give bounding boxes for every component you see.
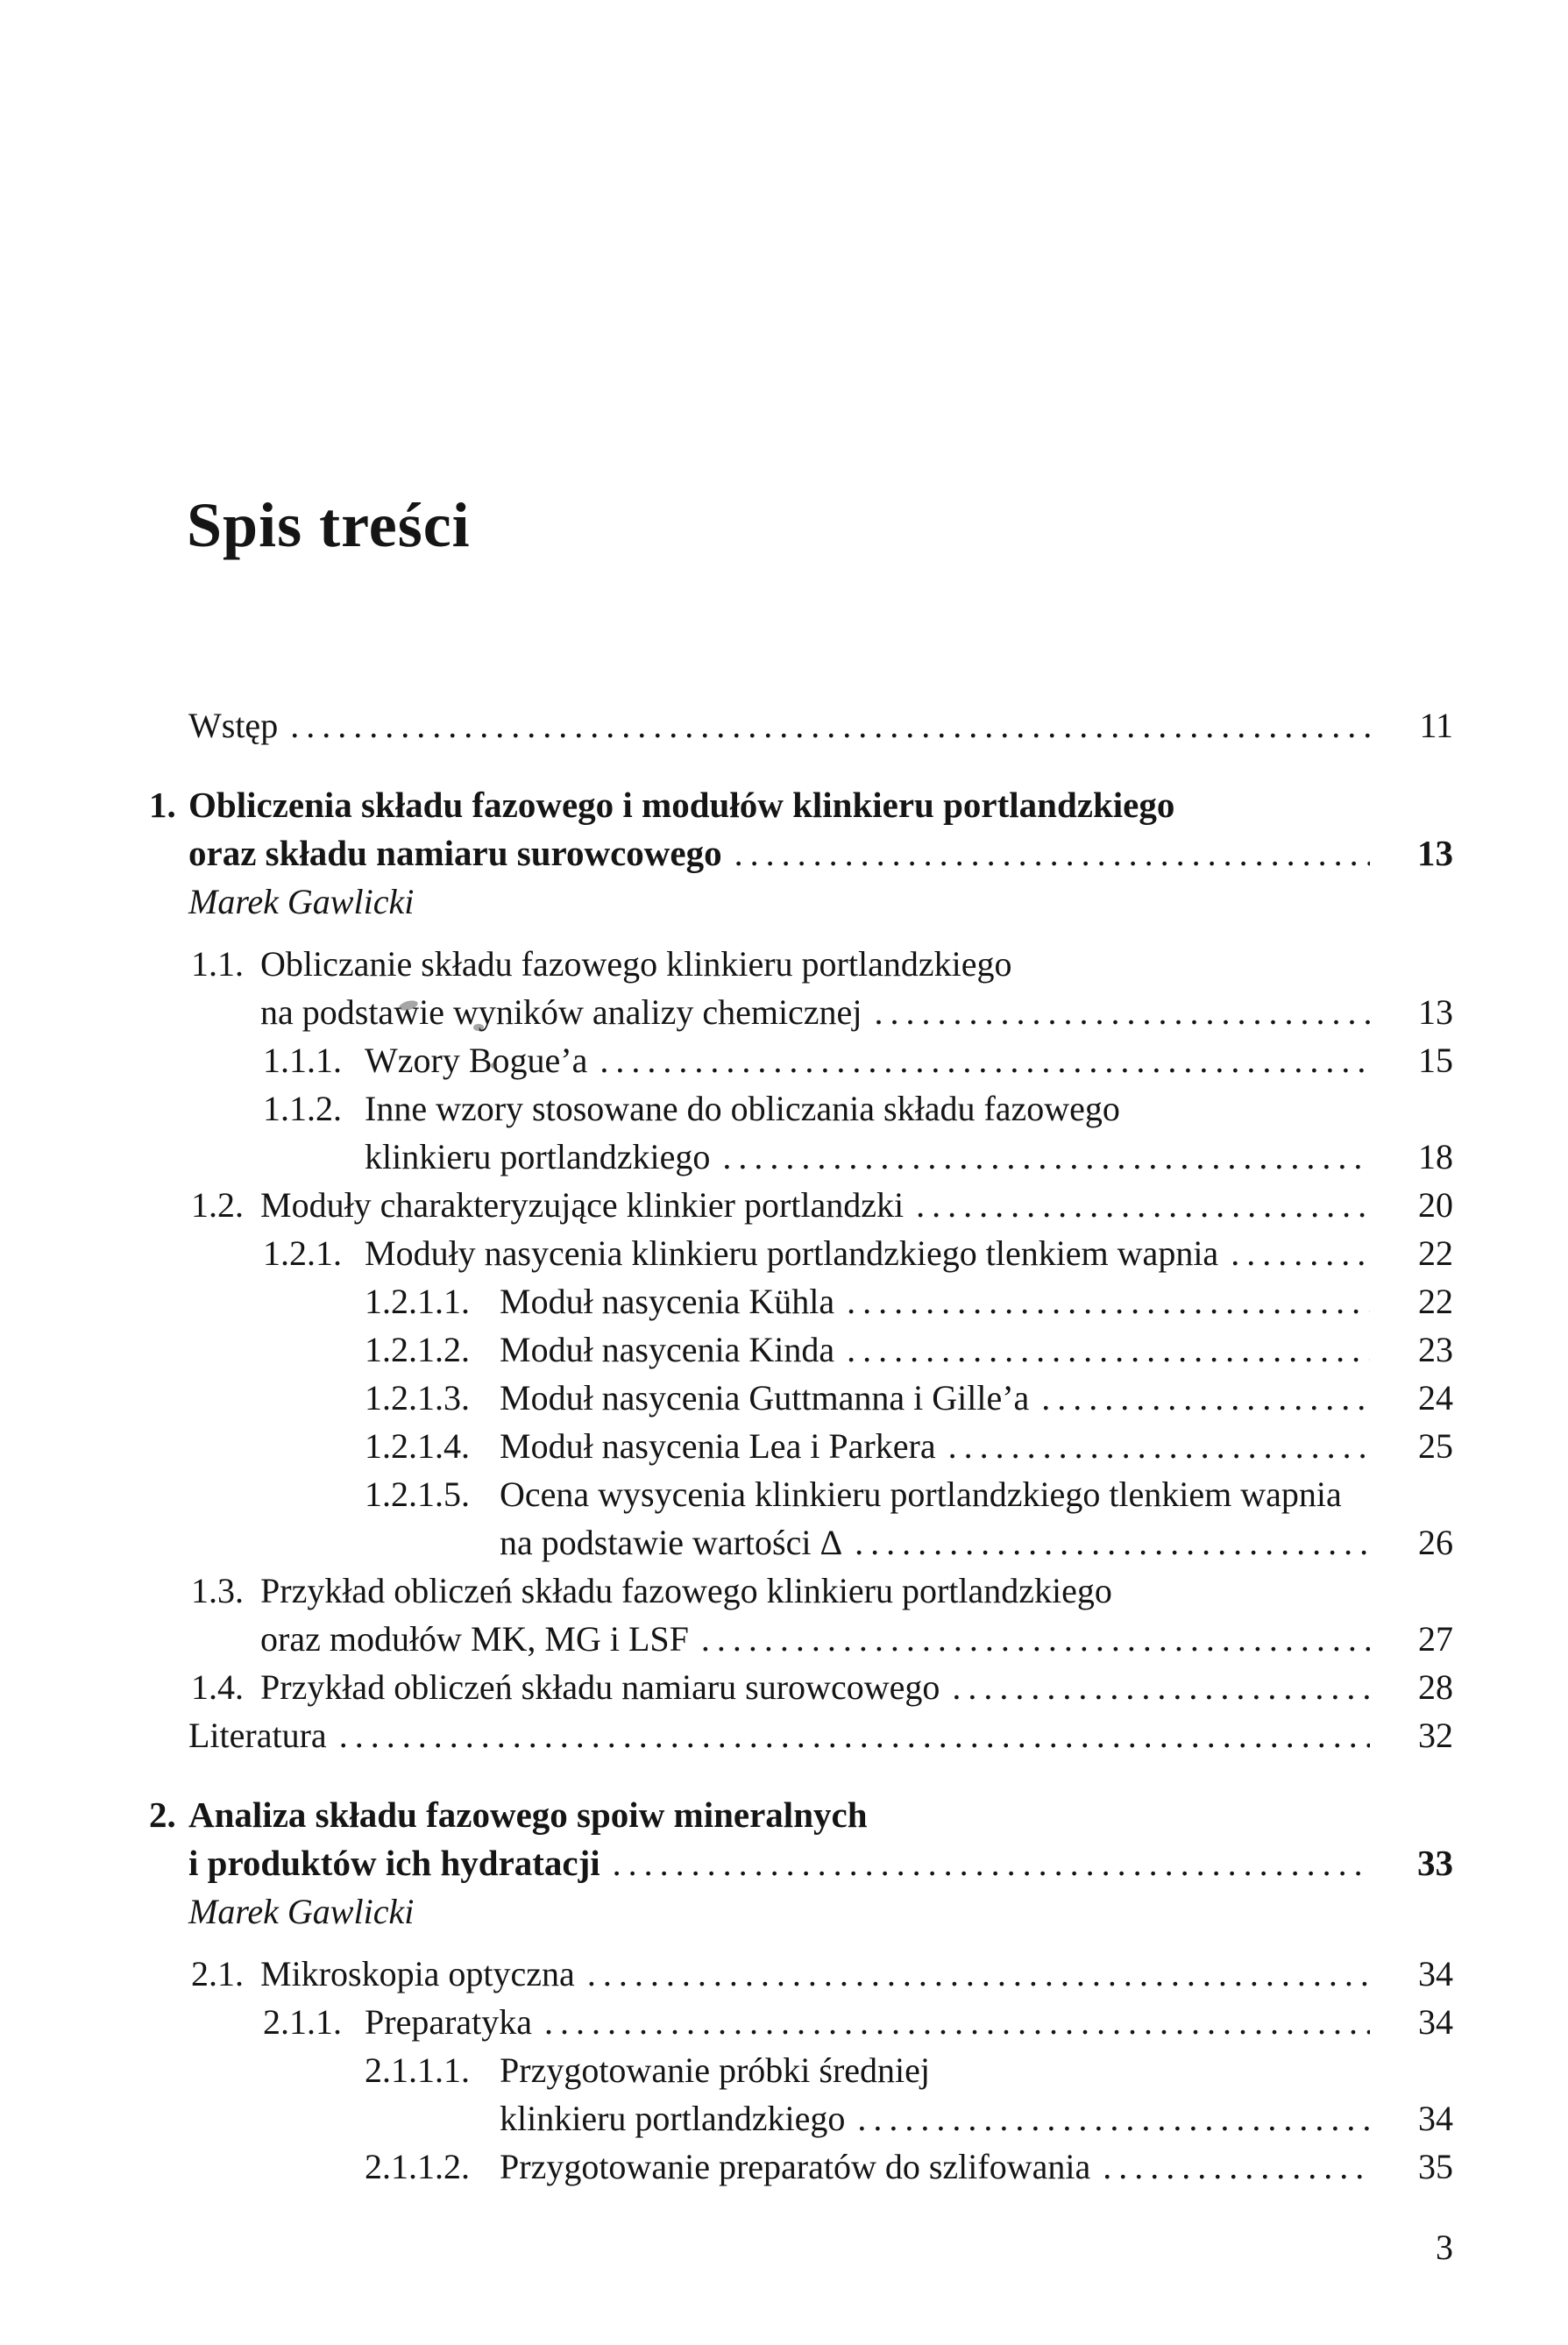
toc-entry-title: Marek Gawlicki (188, 882, 415, 921)
dot-leader (855, 1518, 1370, 1567)
toc-entry-title: na podstawie wartości Δ (500, 1523, 843, 1562)
dot-leader (874, 988, 1370, 1036)
toc-row (0, 2094, 1453, 2142)
toc-row (0, 1277, 1453, 1325)
toc-row (0, 1036, 1453, 1084)
toc-entry-title: klinkieru portlandzkiego (500, 2099, 846, 2138)
toc-entry-number: 1. (149, 785, 176, 825)
toc-entry-page: 23 (1418, 1330, 1453, 1369)
toc-row (0, 1133, 1453, 1181)
toc-entry-number: 1.3. (191, 1571, 244, 1610)
toc-entry-page: 32 (1418, 1716, 1453, 1755)
toc-row (0, 1325, 1453, 1374)
toc-entry-page: 22 (1418, 1233, 1453, 1273)
toc-entry-number: 1.1.2. (263, 1089, 342, 1128)
toc-row (0, 1950, 1453, 1998)
toc-row (0, 878, 1453, 926)
toc-row (0, 1518, 1453, 1567)
toc-entry-title: Inne wzory stosowane do obliczania składu fazowego (365, 1089, 1120, 1128)
toc-entry-page: 26 (1418, 1523, 1453, 1562)
toc-entry-title: Przykład obliczeń składu fazowego klinkieru portlandzkiego (260, 1571, 1112, 1610)
toc-row (0, 988, 1453, 1036)
toc-entry-number: 2.1. (191, 1954, 244, 1993)
dot-leader (339, 1711, 1370, 1759)
dot-leader (587, 1950, 1370, 1998)
toc-entry-number: 2.1.1.1. (365, 2050, 470, 2090)
toc-entry-title: Mikroskopia optyczna (260, 1954, 575, 1993)
toc-entry-page: 22 (1418, 1282, 1453, 1321)
toc-entry-number: 1.4. (191, 1667, 244, 1707)
toc-entry-title: oraz modułów MK, MG i LSF (260, 1619, 689, 1659)
toc-row (0, 1711, 1453, 1759)
toc-row (0, 1887, 1453, 1936)
toc-entry-number: 1.2.1.2. (365, 1330, 470, 1369)
toc-row (0, 1470, 1453, 1518)
dot-leader (722, 1133, 1370, 1181)
toc-entry-number: 1.2.1. (263, 1233, 342, 1273)
dot-leader (613, 1839, 1370, 1887)
toc-entry-number: 1.1.1. (263, 1041, 342, 1080)
dot-leader (734, 829, 1370, 878)
page-number: 3 (1436, 2228, 1453, 2267)
toc-entry-title: Literatura (188, 1716, 327, 1755)
toc-row (0, 940, 1453, 988)
toc-row (0, 1615, 1453, 1663)
toc-entry-page: 13 (1418, 992, 1453, 1032)
toc-entry-page: 15 (1418, 1041, 1453, 1080)
dot-leader (290, 701, 1370, 750)
toc-entry-title: Przygotowanie próbki średniej (500, 2050, 930, 2090)
toc-row (0, 2046, 1453, 2094)
toc-entry-number: 2.1.1. (263, 2002, 342, 2042)
page-title: Spis treści (187, 490, 471, 561)
toc-row (0, 1181, 1453, 1229)
toc-row (0, 1374, 1453, 1422)
toc-entry-page: 25 (1418, 1426, 1453, 1466)
toc-entry-page: 33 (1417, 1843, 1453, 1883)
toc-entry-number: 2. (149, 1794, 176, 1835)
dot-leader (952, 1663, 1370, 1711)
dot-leader (701, 1615, 1370, 1663)
toc-entry-number: 2.1.1.2. (365, 2147, 470, 2186)
toc-entry-page: 34 (1418, 2099, 1453, 2138)
dot-leader (948, 1422, 1370, 1470)
toc-entry-title: Wstęp (188, 706, 279, 745)
scan-speckle (473, 1024, 484, 1031)
toc-entry-title: Preparatyka (365, 2002, 533, 2042)
toc-row (0, 1567, 1453, 1615)
toc-entry-number: 1.2.1.3. (365, 1378, 470, 1418)
dot-leader (1103, 2142, 1370, 2191)
dot-leader (847, 1325, 1370, 1374)
toc-row (0, 1791, 1453, 1839)
toc-entry-title: oraz składu namiaru surowcowego (188, 833, 722, 873)
dot-leader (544, 1998, 1370, 2046)
table-of-contents (0, 701, 1453, 2191)
toc-row (0, 2142, 1453, 2191)
toc-entry-page: 34 (1418, 2002, 1453, 2042)
dot-leader (857, 2094, 1370, 2142)
toc-entry-title: Obliczanie składu fazowego klinkieru portlandzkiego (260, 944, 1012, 984)
toc-entry-title: Moduł nasycenia Guttmanna i Gille’a (500, 1378, 1030, 1418)
toc-entry-title: Moduły charakteryzujące klinkier portlandzki (260, 1185, 905, 1225)
toc-entry-page: 28 (1418, 1667, 1453, 1707)
toc-entry-title: Moduł nasycenia Kühla (500, 1282, 835, 1321)
dot-leader (1231, 1229, 1370, 1277)
dot-leader (1041, 1374, 1370, 1422)
toc-row (0, 829, 1453, 878)
scan-speckle (491, 1062, 497, 1069)
toc-entry-title: Przykład obliczeń składu namiaru surowcowego (260, 1667, 940, 1707)
toc-entry-title: i produktów ich hydratacji (188, 1843, 600, 1883)
toc-entry-title: klinkieru portlandzkiego (365, 1137, 711, 1176)
toc-entry-number: 1.2.1.5. (365, 1475, 470, 1514)
toc-entry-title: Marek Gawlicki (188, 1892, 415, 1931)
toc-row (0, 1839, 1453, 1887)
toc-row (0, 1663, 1453, 1711)
toc-entry-title: Moduł nasycenia Lea i Parkera (500, 1426, 936, 1466)
toc-entry-page: 34 (1418, 1954, 1453, 1993)
toc-entry-number: 1.2.1.1. (365, 1282, 470, 1321)
toc-entry-page: 11 (1419, 706, 1453, 745)
toc-entry-title: Obliczenia składu fazowego i modułów klinkieru portlandzkiego (188, 785, 1175, 825)
toc-row (0, 1422, 1453, 1470)
toc-row (0, 1084, 1453, 1133)
toc-entry-title: Moduł nasycenia Kinda (500, 1330, 835, 1369)
toc-entry-number: 1.2. (191, 1185, 244, 1225)
toc-entry-number: 1.1. (191, 944, 244, 984)
toc-entry-title: Wzory Bogue’a (365, 1041, 588, 1080)
toc-entry-page: 13 (1417, 833, 1453, 873)
toc-entry-page: 18 (1418, 1137, 1453, 1176)
toc-entry-title: Ocena wysycenia klinkieru portlandzkiego tlenkiem wapnia (500, 1475, 1342, 1514)
toc-entry-number: 1.2.1.4. (365, 1426, 470, 1466)
dot-leader (600, 1036, 1370, 1084)
toc-entry-title: Przygotowanie preparatów do szlifowania (500, 2147, 1091, 2186)
toc-entry-page: 20 (1418, 1185, 1453, 1225)
toc-entry-page: 24 (1418, 1378, 1453, 1418)
toc-row (0, 781, 1453, 829)
toc-entry-title: Moduły nasycenia klinkieru portlandzkiego tlenkiem wapnia (365, 1233, 1219, 1273)
dot-leader (916, 1181, 1370, 1229)
toc-entry-page: 27 (1418, 1619, 1453, 1659)
toc-entry-title: Analiza składu fazowego spoiw mineralnych (188, 1794, 868, 1835)
toc-entry-page: 35 (1418, 2147, 1453, 2186)
toc-entry-title: na podstawie wyników analizy chemicznej (260, 992, 862, 1032)
toc-row (0, 1229, 1453, 1277)
toc-row (0, 701, 1453, 750)
dot-leader (847, 1277, 1370, 1325)
toc-row (0, 1998, 1453, 2046)
